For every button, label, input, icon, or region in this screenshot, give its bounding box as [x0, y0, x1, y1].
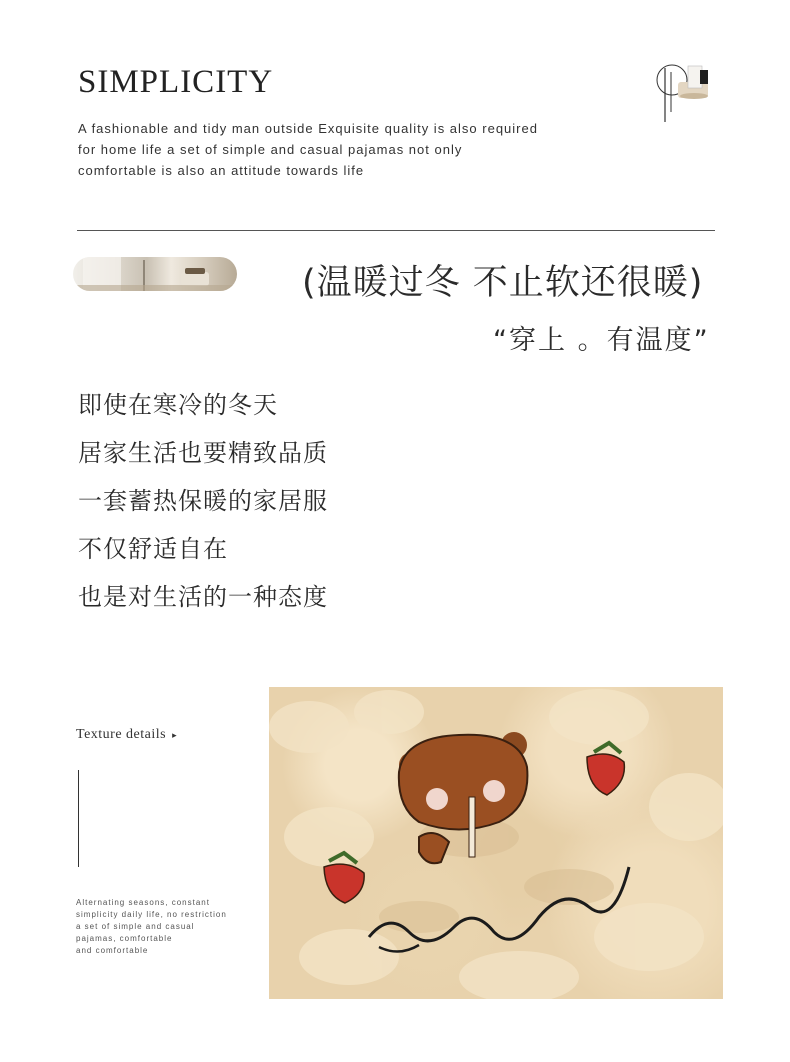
description-line: simplicity daily life, no restriction	[76, 910, 227, 919]
intro-line: comfortable is also an attitude towards life	[78, 163, 365, 178]
play-arrow-icon: ▸	[172, 730, 178, 740]
texture-description	[76, 897, 251, 957]
fleece-texture-photo	[269, 687, 723, 999]
brand-logo-icon	[650, 60, 720, 130]
description-line: Alternating seasons, constant	[76, 898, 210, 907]
poem-block	[78, 388, 328, 628]
description-line: a set of simple and casual	[76, 922, 195, 931]
strawberry-icon	[587, 743, 624, 795]
room-photo-image	[73, 257, 237, 291]
intro-line: for home life a set of simple and casual pajamas not only	[78, 142, 463, 157]
poem-line: 即使在寒冷的冬天	[78, 391, 278, 419]
embroidery-illustration	[269, 687, 723, 999]
intro-text	[78, 118, 638, 181]
description-line: and comfortable	[76, 946, 149, 955]
description-line: pajamas, comfortable	[76, 934, 173, 943]
subheadline: “穿上 。有温度”	[493, 325, 710, 356]
poem-line: 不仅舒适自在	[78, 535, 228, 563]
poem-line: 居家生活也要精致品质	[78, 439, 328, 467]
poem-line: 一套蓄热保暖的家居服	[78, 487, 328, 515]
room-photo-pill	[73, 257, 237, 291]
divider	[77, 230, 715, 231]
intro-line: A fashionable and tidy man outside Exquisite quality is also required	[78, 121, 538, 136]
texture-details-text: Texture details	[76, 727, 167, 742]
headline: (温暖过冬 不止软还很暖)	[302, 263, 704, 303]
texture-details-label	[76, 727, 177, 743]
vertical-divider	[78, 770, 79, 867]
brand-title: SIMPLICITY	[78, 64, 274, 100]
poem-line: 也是对生活的一种态度	[78, 583, 328, 611]
